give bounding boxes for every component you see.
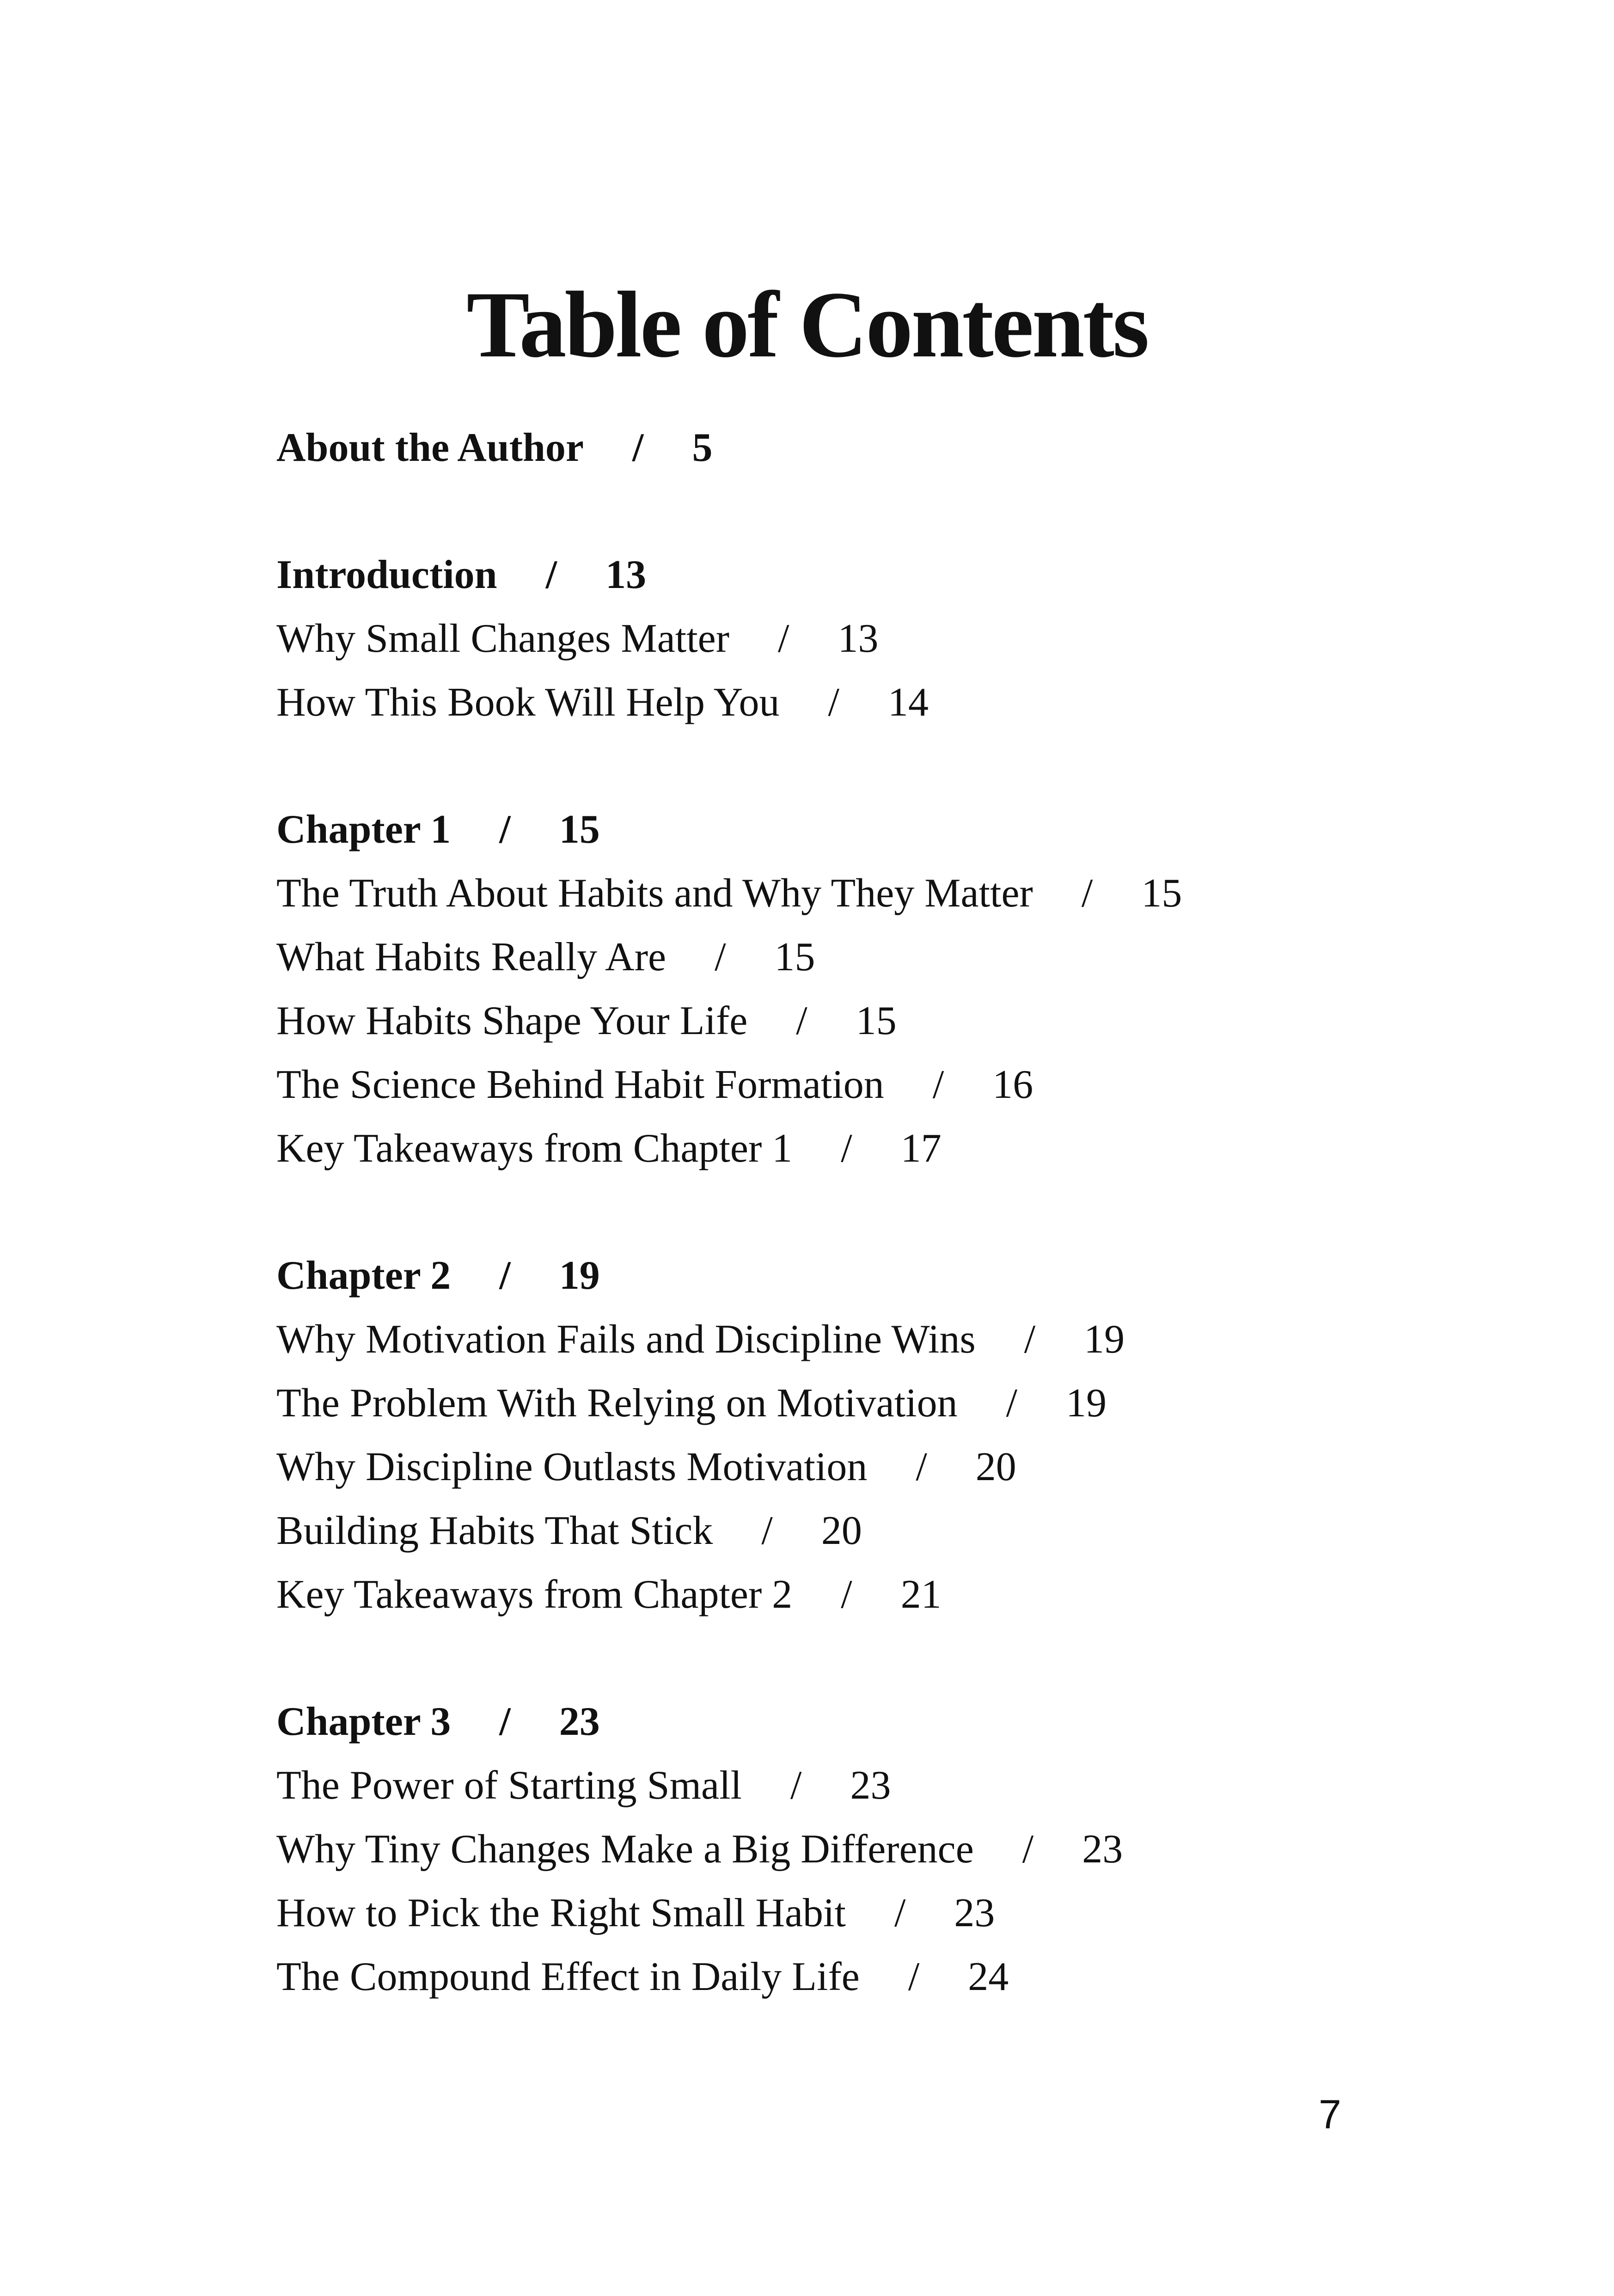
toc-separator: / — [778, 616, 789, 661]
toc-entry[interactable] — [276, 1053, 1478, 1117]
toc-separator: / — [761, 1508, 773, 1553]
toc-entry[interactable] — [276, 925, 1478, 989]
toc-separator: / — [545, 552, 557, 597]
toc-separator: / — [1006, 1381, 1018, 1426]
toc-entry-label: The Compound Effect in Daily Life — [276, 1954, 860, 1999]
page-title: Table of Contents — [466, 272, 1148, 377]
toc-entry-page: 13 — [838, 616, 879, 661]
toc-separator: / — [894, 1891, 906, 1935]
toc-heading-page: 13 — [605, 552, 647, 597]
toc-entry-label: Why Motivation Fails and Discipline Wins — [276, 1317, 976, 1362]
toc-separator: / — [499, 807, 511, 852]
toc-separator: / — [790, 1763, 802, 1808]
toc-entry[interactable] — [276, 989, 1478, 1053]
toc-separator: / — [841, 1572, 852, 1617]
toc-entry-page: 23 — [954, 1891, 995, 1935]
toc-entry-page: 23 — [1082, 1827, 1123, 1872]
toc-section-chapter-2 — [276, 1244, 1478, 1627]
toc-separator: / — [715, 935, 726, 980]
toc-entry[interactable] — [276, 1945, 1478, 2009]
toc-entry-label: Why Small Changes Matter — [276, 616, 730, 661]
toc-entry[interactable] — [276, 671, 1478, 735]
toc-entry[interactable] — [276, 1308, 1478, 1371]
toc-entry-label: Key Takeaways from Chapter 1 — [276, 1126, 793, 1171]
page-number: 7 — [1319, 2091, 1341, 2137]
toc-entry-page: 14 — [887, 680, 929, 725]
toc-separator: / — [916, 1445, 927, 1489]
toc-heading-label: Chapter 1 — [276, 807, 451, 852]
toc-heading-label: About the Author — [276, 425, 584, 470]
toc-entry-page: 21 — [900, 1572, 942, 1617]
toc-entry-page: 15 — [774, 935, 815, 980]
toc-separator: / — [632, 425, 644, 470]
toc-separator: / — [828, 680, 839, 725]
toc-heading-label: Chapter 2 — [276, 1253, 451, 1298]
toc-entry-label: How Habits Shape Your Life — [276, 998, 748, 1043]
toc-entry[interactable] — [276, 1499, 1478, 1563]
toc-heading-label: Introduction — [276, 552, 497, 597]
toc-entry-label: Why Discipline Outlasts Motivation — [276, 1445, 868, 1489]
toc-entry[interactable] — [276, 1117, 1478, 1181]
toc-heading-label: Chapter 3 — [276, 1699, 451, 1744]
table-of-contents — [276, 416, 1478, 2009]
toc-entry[interactable] — [276, 1371, 1478, 1435]
toc-entry-label: What Habits Really Are — [276, 935, 666, 980]
toc-entry-label: The Problem With Relying on Motivation — [276, 1381, 958, 1426]
toc-section-about-author — [276, 416, 1478, 480]
toc-separator: / — [1081, 871, 1093, 916]
toc-entry-page: 16 — [992, 1062, 1033, 1107]
toc-heading[interactable] — [276, 1244, 1478, 1308]
toc-heading-page: 19 — [559, 1253, 600, 1298]
toc-separator: / — [1024, 1317, 1036, 1362]
toc-entry[interactable] — [276, 1563, 1478, 1627]
toc-entry-label: The Power of Starting Small — [276, 1763, 742, 1808]
toc-entry[interactable] — [276, 1818, 1478, 1881]
toc-separator: / — [932, 1062, 944, 1107]
toc-entry-page: 19 — [1084, 1317, 1125, 1362]
toc-entry[interactable] — [276, 1881, 1478, 1945]
toc-entry-label: How This Book Will Help You — [276, 680, 780, 725]
toc-separator: / — [499, 1253, 511, 1298]
toc-separator: / — [499, 1699, 511, 1744]
toc-entry-page: 23 — [850, 1763, 891, 1808]
toc-separator: / — [908, 1954, 920, 1999]
toc-entry-page: 20 — [975, 1445, 1016, 1489]
toc-section-chapter-1 — [276, 798, 1478, 1181]
toc-entry[interactable] — [276, 862, 1478, 925]
toc-entry[interactable] — [276, 607, 1478, 671]
toc-entry-page: 19 — [1066, 1381, 1107, 1426]
toc-heading[interactable] — [276, 798, 1478, 862]
toc-entry[interactable] — [276, 1754, 1478, 1818]
toc-heading[interactable] — [276, 543, 1478, 607]
toc-entry-label: The Science Behind Habit Formation — [276, 1062, 884, 1107]
toc-heading-page: 23 — [559, 1699, 600, 1744]
toc-entry-page: 15 — [1141, 871, 1182, 916]
toc-entry-label: Why Tiny Changes Make a Big Difference — [276, 1827, 974, 1872]
toc-heading[interactable] — [276, 416, 1478, 480]
toc-entry-page: 24 — [968, 1954, 1009, 1999]
toc-entry-label: The Truth About Habits and Why They Matter — [276, 871, 1033, 916]
toc-entry-page: 17 — [900, 1126, 942, 1171]
toc-entry[interactable] — [276, 1435, 1478, 1499]
toc-separator: / — [796, 998, 807, 1043]
toc-entry-page: 20 — [821, 1508, 862, 1553]
toc-entry-page: 15 — [856, 998, 897, 1043]
toc-separator: / — [841, 1126, 852, 1171]
toc-separator: / — [1022, 1827, 1034, 1872]
toc-section-introduction — [276, 543, 1478, 735]
toc-heading-page: 15 — [559, 807, 600, 852]
toc-heading-page: 5 — [692, 425, 713, 470]
toc-section-chapter-3 — [276, 1690, 1478, 2009]
toc-entry-label: Key Takeaways from Chapter 2 — [276, 1572, 793, 1617]
toc-heading[interactable] — [276, 1690, 1478, 1754]
toc-entry-label: How to Pick the Right Small Habit — [276, 1891, 846, 1935]
toc-entry-label: Building Habits That Stick — [276, 1508, 713, 1553]
